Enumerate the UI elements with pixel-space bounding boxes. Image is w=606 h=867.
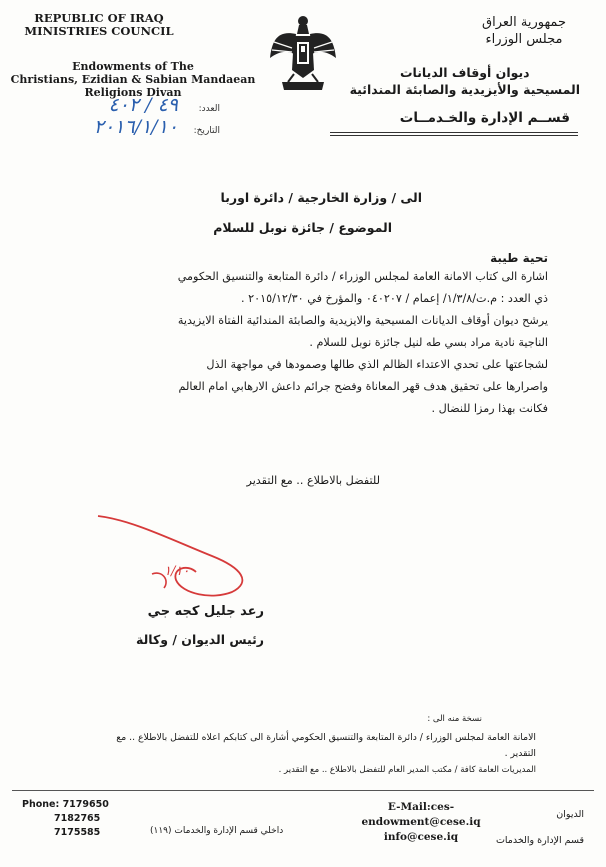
body-line-5: لشجاعتها على تحدي الاعتداء الظالم الذي طالها وصمودها في مواجهة الذل (206, 358, 548, 371)
body-line-2: ذي العدد : م.ت/١/٣/٨/ إعمام / ٠٤٠٢٠٧ والمؤرخ في ٢٠١٥/١٢/٣٠ . (240, 292, 548, 305)
date-label: التاريخ: (193, 126, 220, 136)
country-ar: جمهورية العراق (482, 15, 566, 30)
council-en: MINISTRIES COUNCIL (24, 24, 174, 38)
footer-internal: داخلي قسم الإدارة والخدمات (١١٩) (150, 826, 284, 836)
phone-1: Phone: 7179650 (22, 799, 109, 810)
footer-divan: الديوان (556, 809, 584, 820)
english-header (14, 12, 184, 38)
arabic-divan (350, 64, 580, 98)
footer-phones (22, 798, 109, 840)
arabic-header (482, 14, 566, 48)
council-ar: مجلس الوزراء (485, 32, 563, 47)
endowment-line-3: Religions Divan (84, 86, 182, 99)
divan-line-1: ديوان أوقاف الديانات (399, 65, 530, 80)
letter-body (58, 266, 548, 420)
subject: الموضوع / جائزة نوبل للسلام (213, 220, 392, 235)
country-en: REPUBLIC OF IRAQ (34, 11, 164, 25)
closing: للتفضل بالاطلاع .. مع التقدير (246, 474, 380, 487)
addressee: الى / وزارة الخارجية / دائرة اوربا (220, 190, 422, 205)
body-line-1: اشارة الى كتاب الامانة العامة لمجلس الوزراء / دائرة المتابعة والتنسيق الحكومي (177, 270, 548, 283)
endowment-line-1: Endowments of The (72, 60, 194, 73)
number-label: العدد: (198, 104, 220, 114)
copies-list (66, 730, 536, 778)
reference-fields (40, 94, 220, 140)
signer-title: رئيس الديوان / وكالة (136, 632, 264, 647)
body-line-3: يرشح ديوان أوقاف الديانات المسيحية والايزيدية والصابئة المندائية الفتاة الايزيدية (177, 314, 548, 327)
body-line-6: واصرارها على تحقيق هدف قهر المعاناة وفضح جرائم داعش الارهابي امام العالم (178, 380, 548, 393)
phone-3: 7175585 (54, 827, 101, 838)
footer-arabic (496, 802, 584, 854)
handwritten-signature-icon (92, 510, 262, 600)
date-value: ٢٠١٦/١/١٠ (93, 116, 178, 138)
footer-emails (336, 800, 506, 845)
copy-line-1: الامانة العامة لمجلس الوزراء / دائرة المتابعة والتنسيق الحكومي أشارة الى كتابكم اعلاه للتفضل بالاطلاع .. مع (116, 732, 536, 743)
iraq-eagle-emblem-icon (268, 12, 338, 98)
copy-line-3: المديريات العامة كافة / مكتب المدير العام للتفضل بالاطلاع .. مع التقدير . (278, 765, 536, 775)
copies-heading: نسخة منه الى : (427, 714, 482, 724)
endowment-line-2: Christians, Ezidian & Sabian Mandaean (10, 73, 256, 86)
footer-divider (12, 790, 594, 791)
body-line-4: الناجية نادية مراد بسي طه لنيل جائزة نوبل للسلام . (309, 336, 548, 349)
signature-date: ١/١٠ (164, 564, 190, 579)
divan-line-2: المسيحية والأيزيدية والصابئة المندائية (349, 82, 580, 97)
body-line-7: فكانت بهذا رمزا للنضال . (431, 402, 548, 415)
number-value: ٤٩ / ٤٠٢ (108, 94, 178, 116)
department-ar: قســم الإدارة والخـدمــات (399, 110, 570, 126)
header-divider (330, 132, 578, 136)
greeting: تحية طيبة (490, 251, 548, 265)
copy-line-2: التقدير . (504, 748, 536, 759)
email-1: E-Mail:ces-endowment@cese.iq (361, 801, 481, 828)
email-2: info@cese.iq (383, 831, 459, 843)
signer-name: رعد جليل كجه جي (147, 604, 264, 619)
footer-dept: قسم الإدارة والخدمات (495, 835, 584, 846)
phone-2: 7182765 (54, 813, 101, 824)
